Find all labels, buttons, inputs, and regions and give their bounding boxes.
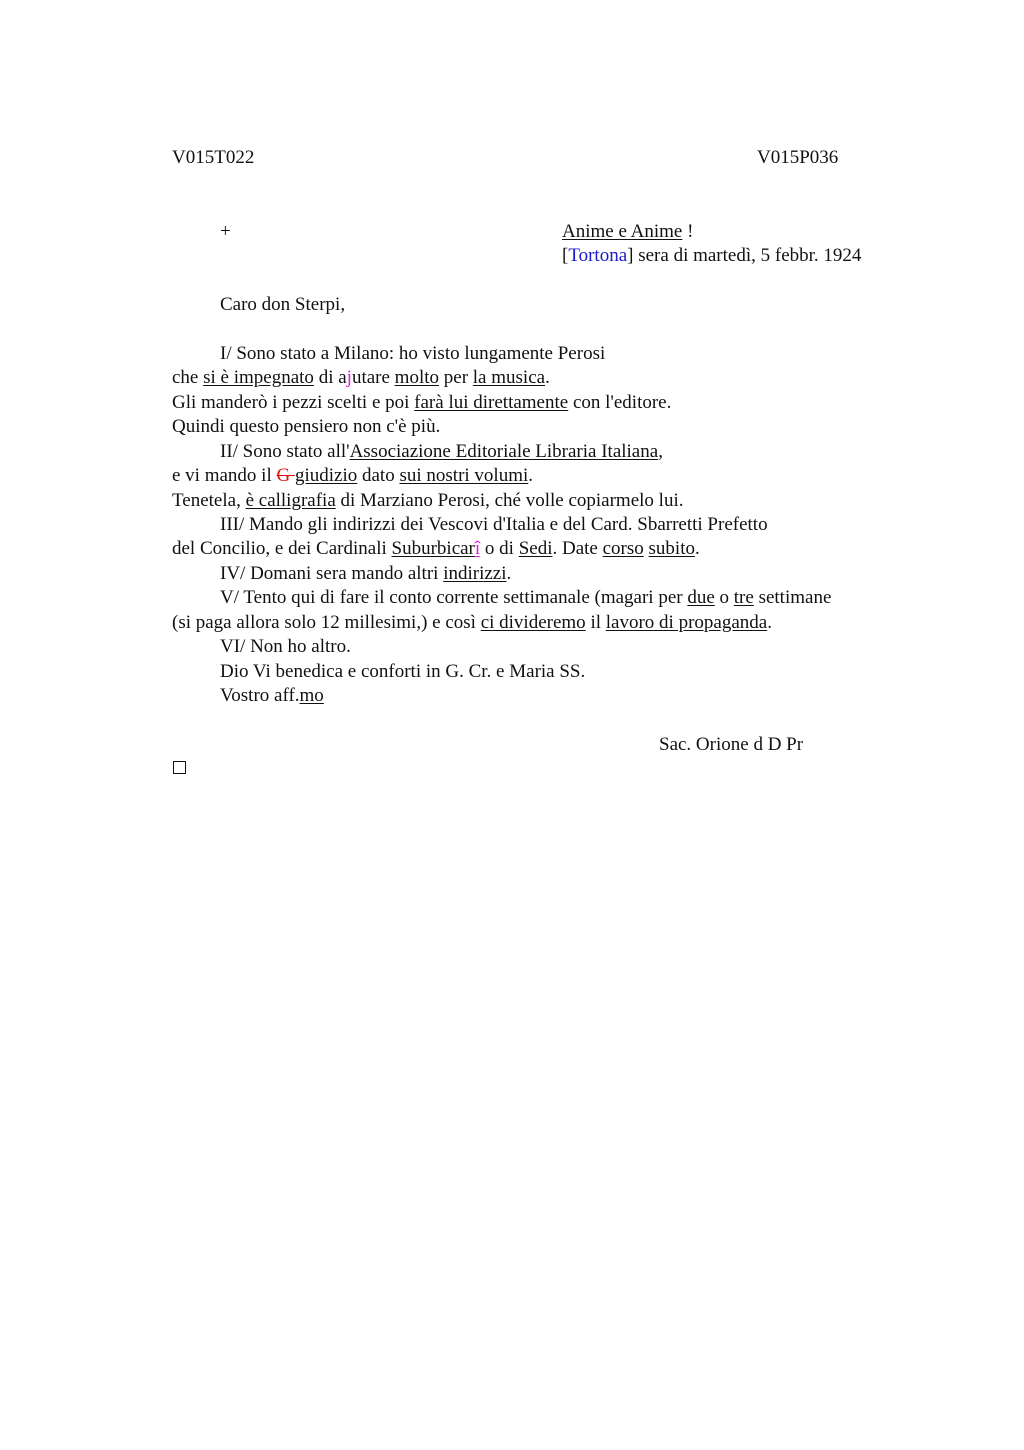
underlined-run: la musica — [472, 367, 546, 388]
text-run: del Concilio, e dei Cardinali — [172, 538, 392, 559]
text-run: di Marziano Perosi, ché volle copiarmelo lui. — [335, 490, 684, 511]
underlined-run: Sedi — [518, 538, 553, 559]
underlined-run: corso — [602, 538, 644, 559]
text-run: dato — [357, 465, 400, 486]
underlined-run: indirizzi — [443, 563, 507, 584]
body-line-5 — [220, 440, 663, 464]
underlined-run: tre — [733, 587, 754, 608]
place-name: Tortona — [568, 245, 628, 266]
body-line-13: VI/ Non ho altro. — [220, 636, 351, 657]
text-run: IV/ Domani sera mando altri — [220, 563, 444, 584]
body-line-11 — [220, 586, 831, 610]
motto-tail: ! — [682, 221, 694, 242]
text-run: di a — [313, 367, 347, 388]
underlined-run: sui nostri volumi — [399, 465, 529, 486]
underlined-run: è calligrafia — [245, 490, 336, 511]
text-run: con l'editore. — [568, 392, 672, 413]
bracket-open: [ — [562, 245, 569, 266]
underlined-run: si è impegnato — [203, 367, 314, 388]
end-square-mark — [173, 761, 186, 774]
body-line-1: I/ Sono stato a Milano: ho visto lungamente Perosi — [220, 343, 606, 364]
body-line-9 — [172, 537, 700, 561]
text-run: utare — [351, 367, 395, 388]
body-line-14: Dio Vi benedica e conforti in G. Cr. e Maria SS. — [220, 661, 586, 682]
motto — [562, 220, 693, 244]
text-run: II/ Sono stato all' — [220, 441, 350, 462]
salutation: Caro don Sterpi, — [220, 294, 346, 315]
body-line-7 — [172, 489, 683, 513]
body-line-12 — [172, 611, 772, 635]
body-line-15 — [220, 684, 324, 708]
body-line-2 — [172, 366, 550, 390]
text-run: e vi mando il — [172, 465, 277, 486]
text-run: . Date — [552, 538, 603, 559]
underlined-run: molto — [394, 367, 440, 388]
text-run: Tenetela, — [172, 490, 246, 511]
text-run: , — [658, 441, 663, 462]
underlined-run: lavoro di propaganda — [605, 612, 768, 633]
underlined-run: Suburbicar — [391, 538, 475, 559]
text-run: per — [439, 367, 473, 388]
underlined-run: mo — [299, 685, 324, 706]
struck-letter: G — [276, 465, 295, 486]
text-run: o — [714, 587, 734, 608]
body-line-4: Quindi questo pensiero non c'è più. — [172, 416, 441, 437]
text-run: o di — [480, 538, 519, 559]
text-run: Vostro aff. — [220, 685, 300, 706]
underlined-run: Associazione Editoriale Libraria Italiana — [349, 441, 659, 462]
cross-mark: + — [220, 221, 231, 242]
underlined-run: subito — [648, 538, 695, 559]
text-run: . — [506, 563, 512, 584]
document-code-left: V015T022 — [172, 147, 255, 168]
correction-letter: î — [474, 538, 481, 559]
text-run: . — [545, 367, 550, 388]
text-run: . — [528, 465, 534, 486]
underlined-run: farà lui direttamente — [414, 392, 569, 413]
body-line-3 — [172, 391, 671, 415]
date-text: ] sera di martedì, 5 febbr. 1924 — [627, 245, 862, 266]
body-line-6 — [172, 464, 533, 488]
text-run: Gli manderò i pezzi scelti e poi — [172, 392, 415, 413]
text-run: settimane — [753, 587, 832, 608]
text-run: (si paga allora solo 12 millesimi,) e così — [172, 612, 481, 633]
text-run: il — [585, 612, 606, 633]
document-code-right: V015P036 — [757, 147, 839, 168]
body-line-8: III/ Mando gli indirizzi dei Vescovi d'Italia e del Card. Sbarretti Prefetto — [220, 514, 768, 535]
correction-letter: j — [346, 367, 352, 388]
text-run: . — [767, 612, 772, 633]
underlined-run: due — [687, 587, 715, 608]
place-date — [562, 244, 861, 268]
text-run: V/ Tento qui di fare il conto corrente settimanale (magari per — [220, 587, 688, 608]
text-run: che — [172, 367, 204, 388]
text-run: . — [694, 538, 700, 559]
underlined-run: ci divideremo — [480, 612, 586, 633]
underlined-run: giudizio — [294, 465, 358, 486]
motto-underlined: Anime e Anime — [562, 221, 683, 242]
body-line-10 — [220, 562, 511, 586]
signature: Sac. Orione d D Pr — [659, 734, 804, 755]
